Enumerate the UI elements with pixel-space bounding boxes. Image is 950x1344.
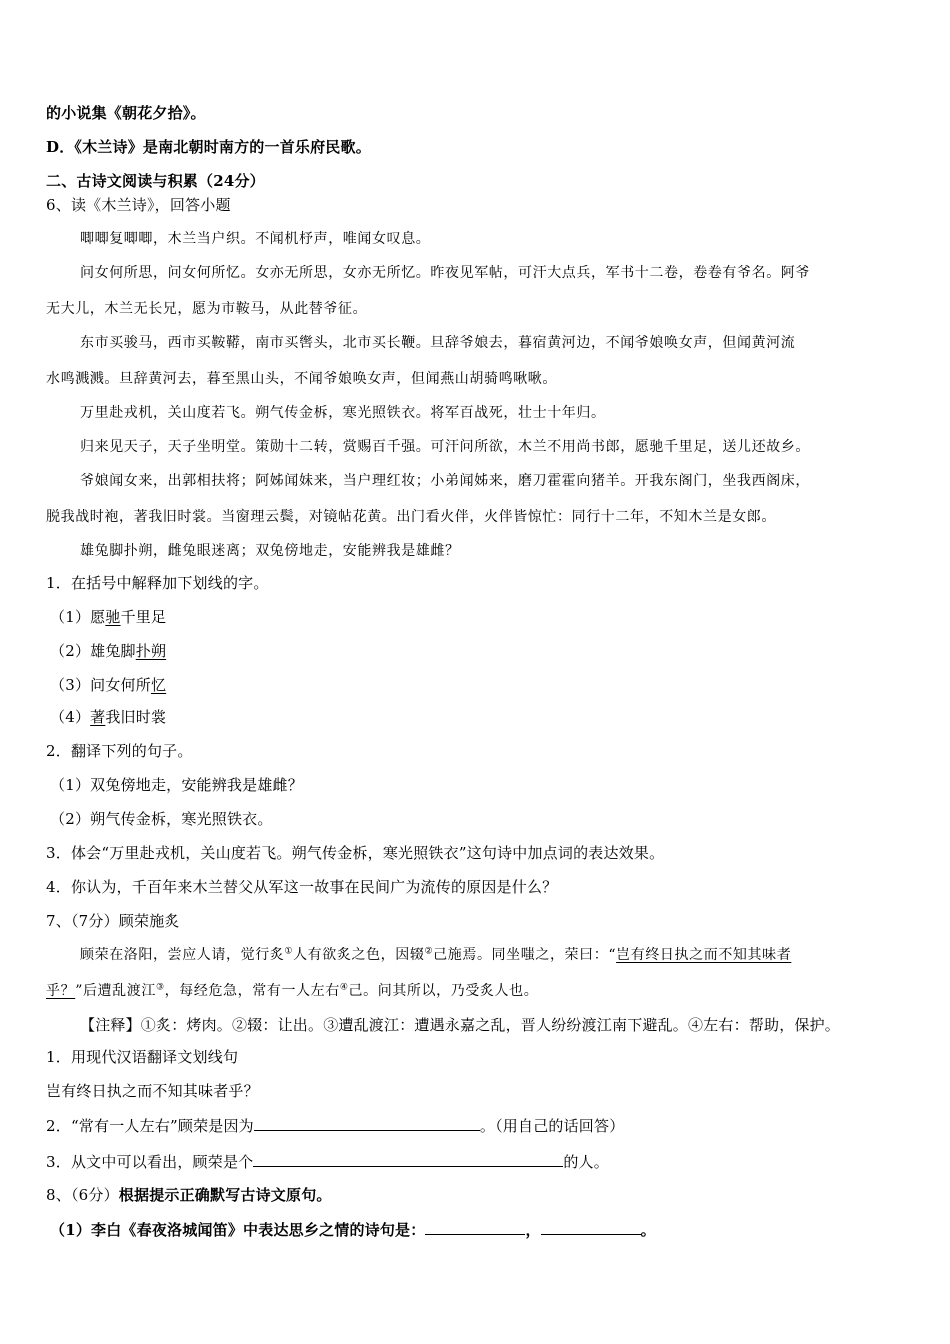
underlined-word: 扑朔 xyxy=(135,642,167,660)
poem-line: 无大儿，木兰无长兄，愿为市鞍马，从此替爷征。 xyxy=(46,301,368,317)
subquestion-1: 1．在括号中解释加下划线的字。 xyxy=(46,574,269,592)
answer-blank[interactable] xyxy=(541,1219,641,1235)
subquestion-2-item-1: （1）双兔傍地走，安能辨我是雄雌？ xyxy=(50,776,303,794)
answer-blank[interactable] xyxy=(253,1151,563,1167)
note-marker: ④ xyxy=(339,982,349,993)
underlined-word: 驰 xyxy=(105,608,121,626)
poem-line: 脱我战时袍，著我旧时裳。当窗理云鬓，对镜帖花黄。出门看火伴，火伴皆惊忙：同行十二年，不知木兰是女郎。 xyxy=(46,509,776,525)
section-heading: 二、古诗文阅读与积累（24分） xyxy=(46,172,265,190)
note-marker: ① xyxy=(284,946,294,957)
poem-line: 归来见天子，天子坐明堂。策勋十二转，赏赐百千强。可汗问所欲，木兰不用尚书郎，愿驰千里足，送儿还故乡。 xyxy=(80,439,810,455)
subquestion-1-item-3: （3）问女何所忆 xyxy=(50,676,167,694)
passage-line: 顾荣在洛阳，尝应人请，觉行炙①人有欲炙之色，因辍②己施焉。同坐嗤之，荣曰：“岂有终日执之而不知其味者 xyxy=(80,946,792,963)
subquestion-3: 3．体会“万里赴戎机，关山度若飞。朔气传金柝，寒光照铁衣”这句诗中加点词的表达效果。 xyxy=(46,844,665,862)
option-d: D．《木兰诗》是南北朝时南方的一首乐府民歌。 xyxy=(46,138,371,156)
poem-line: 万里赴戎机，关山度若飞。朔气传金柝，寒光照铁衣。将军百战死，壮士十年归。 xyxy=(80,405,606,421)
answer-blank[interactable] xyxy=(254,1115,480,1131)
subquestion-1-item-2: （2）雄兔脚扑朔 xyxy=(50,642,167,660)
passage-line: 乎？”后遭乱渡江③，每经危急，常有一人左右④己。问其所以，乃受炙人也。 xyxy=(46,982,539,999)
q7-sentence-to-translate: 岂有终日执之而不知其味者乎？ xyxy=(46,1082,259,1100)
question-6-title: 6、读《木兰诗》，回答小题 xyxy=(46,196,231,214)
poem-line: 东市买骏马，西市买鞍鞯，南市买辔头，北市买长鞭。旦辞爷娘去，暮宿黄河边，不闻爷娘唤女声，但闻黄河流 xyxy=(80,335,796,351)
question-7-title: 7、（7分）顾荣施炙 xyxy=(46,912,180,930)
subquestion-1-item-1: （1）愿驰千里足 xyxy=(50,608,167,626)
underlined-word: 著 xyxy=(90,708,106,726)
poem-line: 问女何所思，问女何所忆。女亦无所思，女亦无所忆。昨夜见军帖，可汗大点兵，军书十二卷，卷卷有爷名。阿爷 xyxy=(80,265,810,281)
q7-subquestion-1: 1．用现代汉语翻译文划线句 xyxy=(46,1048,239,1066)
note-marker: ② xyxy=(424,946,434,957)
previous-option-continuation: 的小说集《朝花夕拾》。 xyxy=(46,104,206,122)
q7-subquestion-2: 2．“常有一人左右”顾荣是因为 。（用自己的话回答） xyxy=(46,1117,625,1135)
poem-line: 雄兔脚扑朔，雌兔眼迷离；双兔傍地走，安能辨我是雄雌？ xyxy=(80,543,460,559)
poem-line: 爷娘闻女来，出郭相扶将；阿姊闻妹来，当户理红妆；小弟闻姊来，磨刀霍霍向猪羊。开我东阁门，坐我西阁床， xyxy=(80,473,810,489)
subquestion-1-item-4: （4）著我旧时裳 xyxy=(50,708,167,726)
poem-line: 唧唧复唧唧，木兰当户织。不闻机杼声，唯闻女叹息。 xyxy=(80,231,431,247)
question-8-title: 8、（6分）根据提示正确默写古诗文原句。 xyxy=(46,1186,332,1204)
subquestion-2-item-2: （2）朔气传金柝，寒光照铁衣。 xyxy=(50,810,273,828)
answer-blank[interactable] xyxy=(425,1219,525,1235)
q7-subquestion-3: 3．从文中可以看出，顾荣是个 的人。 xyxy=(46,1153,609,1171)
subquestion-4: 4．你认为，千百年来木兰替父从军这一故事在民间广为流传的原因是什么？ xyxy=(46,878,558,896)
underlined-word: 忆 xyxy=(150,676,167,694)
question-8-item-1: （1）李白《春夜洛城闻笛》中表达思乡之情的诗句是： ， 。 xyxy=(50,1221,656,1239)
subquestion-2: 2．翻译下列的句子。 xyxy=(46,742,193,760)
underlined-sentence: 岂有终日执之而不知其味者 xyxy=(616,947,792,963)
underlined-sentence: 乎？ xyxy=(46,983,76,999)
annotation-note: 【注释】①炙：烤肉。②辍：让出。③遭乱渡江：遭遇永嘉之乱，晋人纷纷渡江南下避乱。④左右：帮助，保护。 xyxy=(80,1016,841,1034)
poem-line: 水鸣溅溅。旦辞黄河去，暮至黑山头，不闻爷娘唤女声，但闻燕山胡骑鸣啾啾。 xyxy=(46,371,557,387)
note-marker: ③ xyxy=(155,982,165,993)
